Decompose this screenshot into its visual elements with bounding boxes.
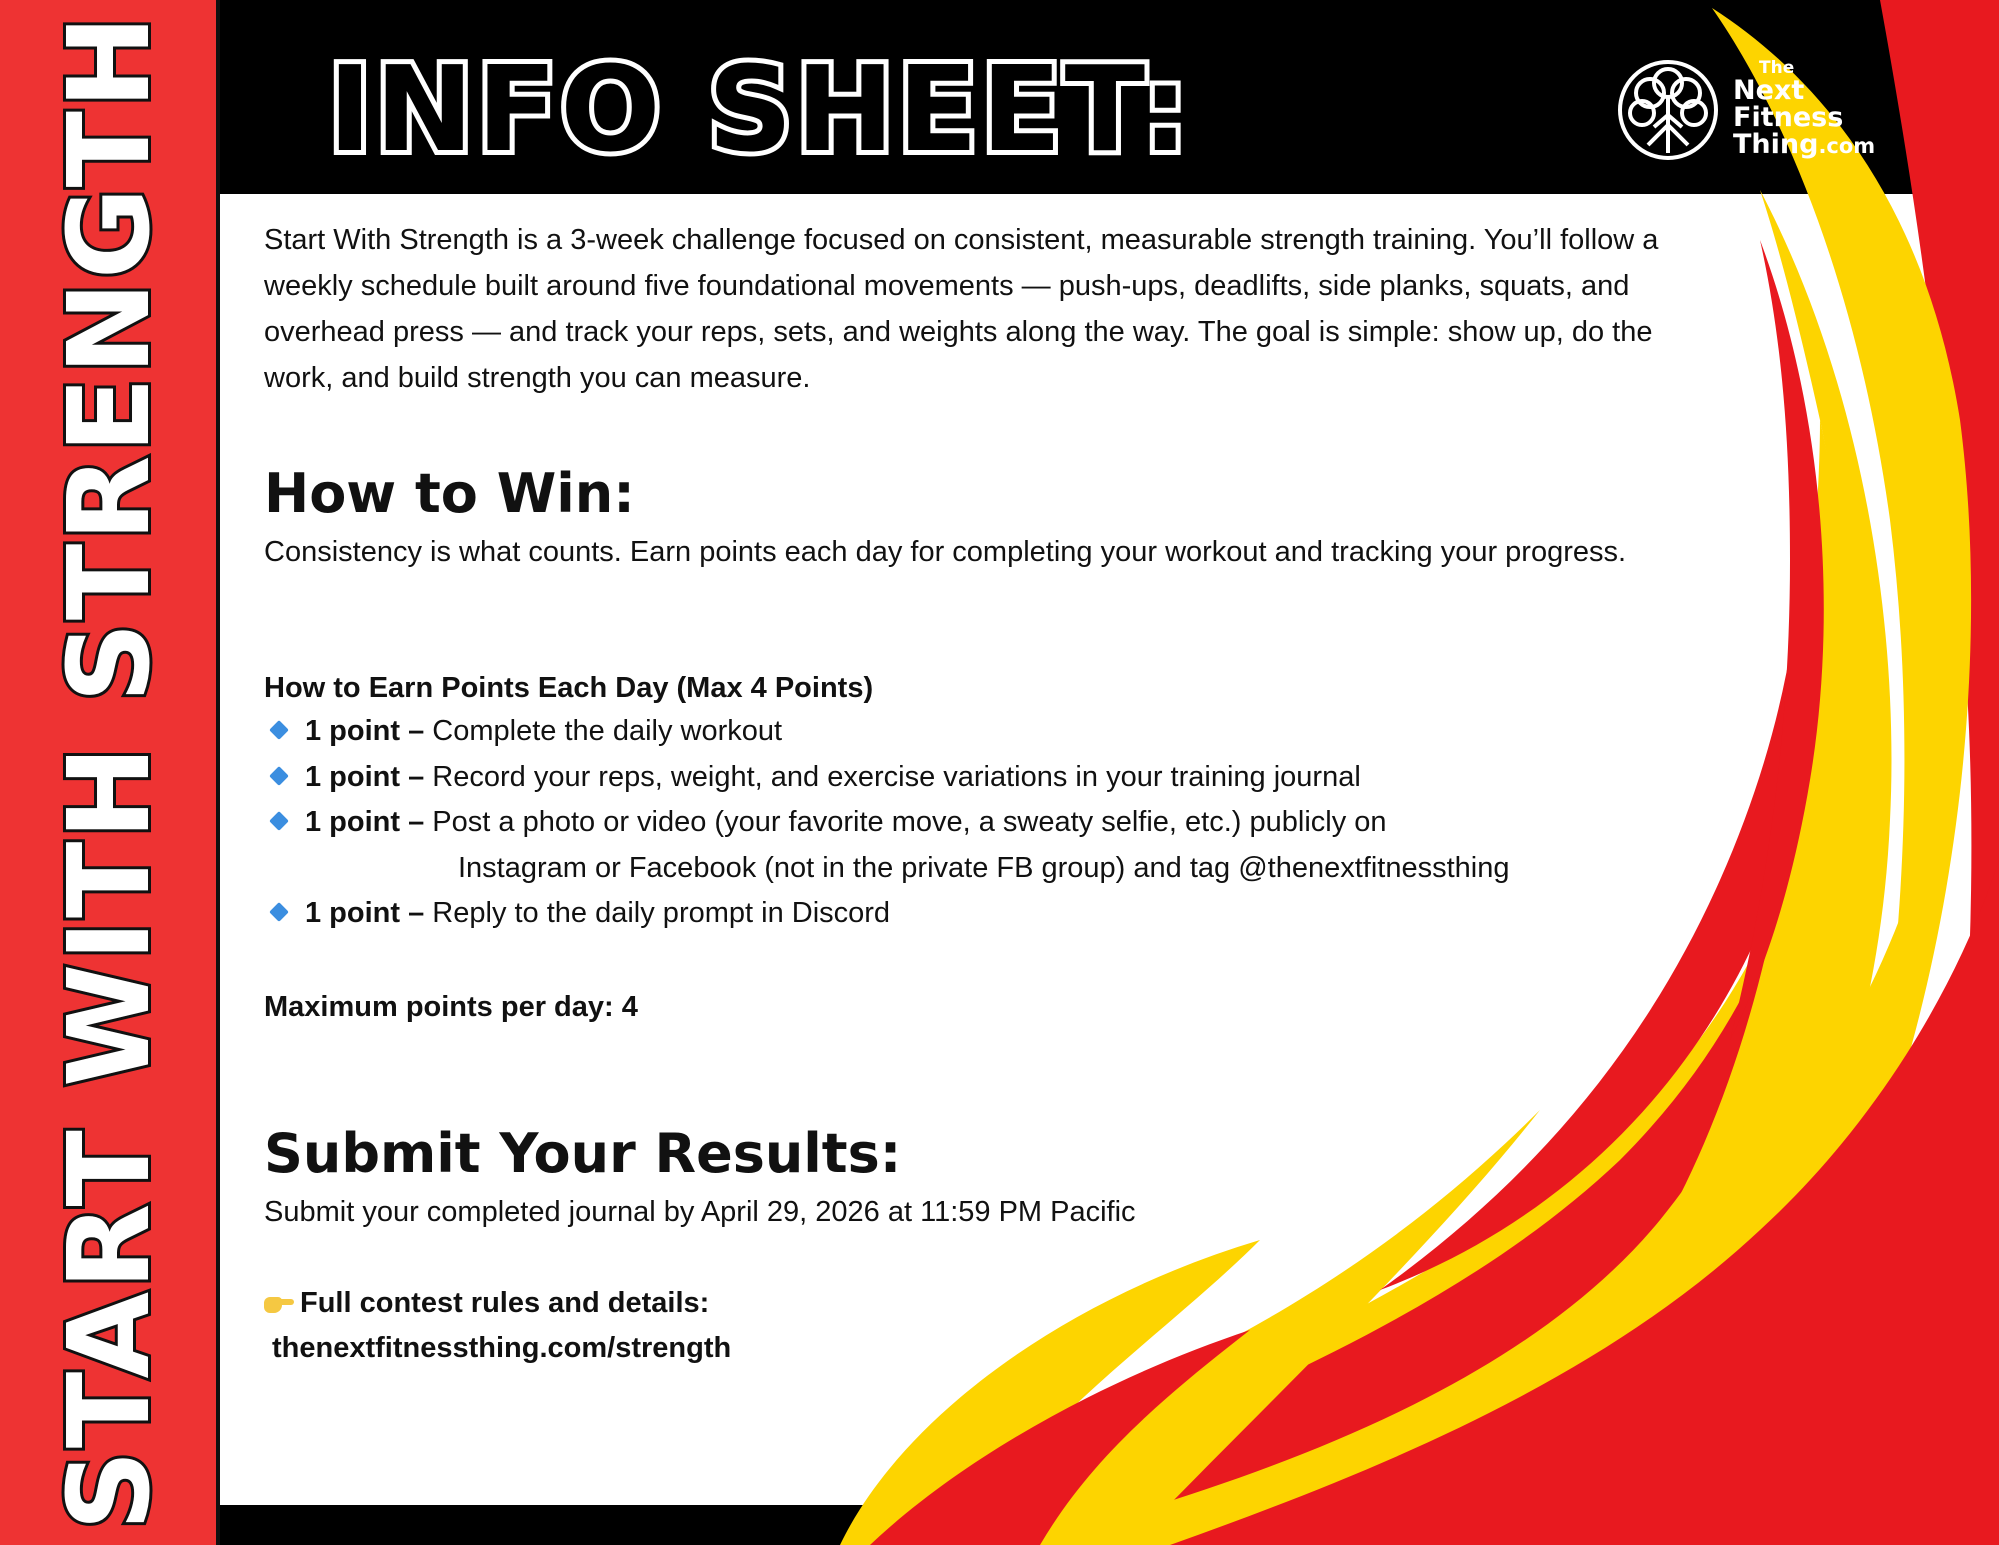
logo-thing: Thing: [1733, 129, 1819, 160]
rules-link[interactable]: thenextfitnessthing.com/strength: [272, 1332, 732, 1364]
points-heading: How to Earn Points Each Day (Max 4 Points): [264, 672, 874, 704]
pointing-hand-icon: [264, 1292, 294, 1314]
point-text: Post a photo or video (your favorite move, a sweaty selfie, etc.) publicly on: [432, 806, 1387, 838]
submit-heading: Submit Your Results:: [264, 1122, 902, 1185]
point-label: 1 point –: [305, 760, 425, 793]
diamond-bullet-icon: [269, 902, 289, 922]
intro-paragraph: Start With Strength is a 3-week challenge focused on consistent, measurable strength training. You’ll follow a weekly schedule built around five foundational movements — push-ups, deadlifts, side planks, squats, and overhead press — and track your reps, sets, and weights along the way. The goal is simple: show up, do the work, and build strength you can measure.: [264, 224, 1659, 394]
rules-label-line: [264, 1281, 709, 1326]
page-title: INFO SHEET:: [328, 40, 1192, 178]
point-label: 1 point –: [305, 806, 425, 838]
logo-tld: .com: [1818, 134, 1876, 158]
side-title: START WITH STRENGTH: [45, 13, 175, 1531]
point-label: 1 point –: [305, 897, 425, 929]
list-item: [264, 891, 1509, 937]
max-points: Maximum points per day: 4: [264, 991, 638, 1023]
point-text: Record your reps, weight, and exercise variations in your training journal: [432, 760, 1361, 793]
points-list: [264, 709, 1509, 937]
diamond-bullet-icon: [269, 720, 289, 740]
logo-text: [1733, 60, 1875, 158]
point-label: 1 point –: [305, 715, 425, 747]
list-item: [264, 709, 1509, 755]
point-text: Complete the daily workout: [432, 715, 783, 747]
logo-line-next: Next: [1733, 75, 1805, 106]
how-to-win-heading: How to Win:: [264, 462, 635, 525]
how-to-win-text: Consistency is what counts. Earn points each day for completing your workout and tracking your progress.: [264, 536, 1627, 568]
diamond-bullet-icon: [269, 811, 289, 831]
diamond-bullet-icon: [269, 766, 289, 786]
list-item: [264, 800, 1509, 891]
tree-icon: [1620, 62, 1716, 158]
logo-line-the: The: [1759, 58, 1795, 78]
point-text-continued: Instagram or Facebook (not in the private FB group) and tag @thenextfitnessthing: [458, 851, 1510, 884]
list-item: [264, 755, 1509, 801]
logo-line-thing: [1733, 131, 1875, 158]
point-text: Reply to the daily prompt in Discord: [432, 897, 891, 929]
submit-text: Submit your completed journal by April 29, 2026 at 11:59 PM Pacific: [264, 1196, 1136, 1228]
rules-label: Full contest rules and details:: [300, 1287, 710, 1319]
logo-line-fitness: Fitness: [1733, 102, 1844, 133]
